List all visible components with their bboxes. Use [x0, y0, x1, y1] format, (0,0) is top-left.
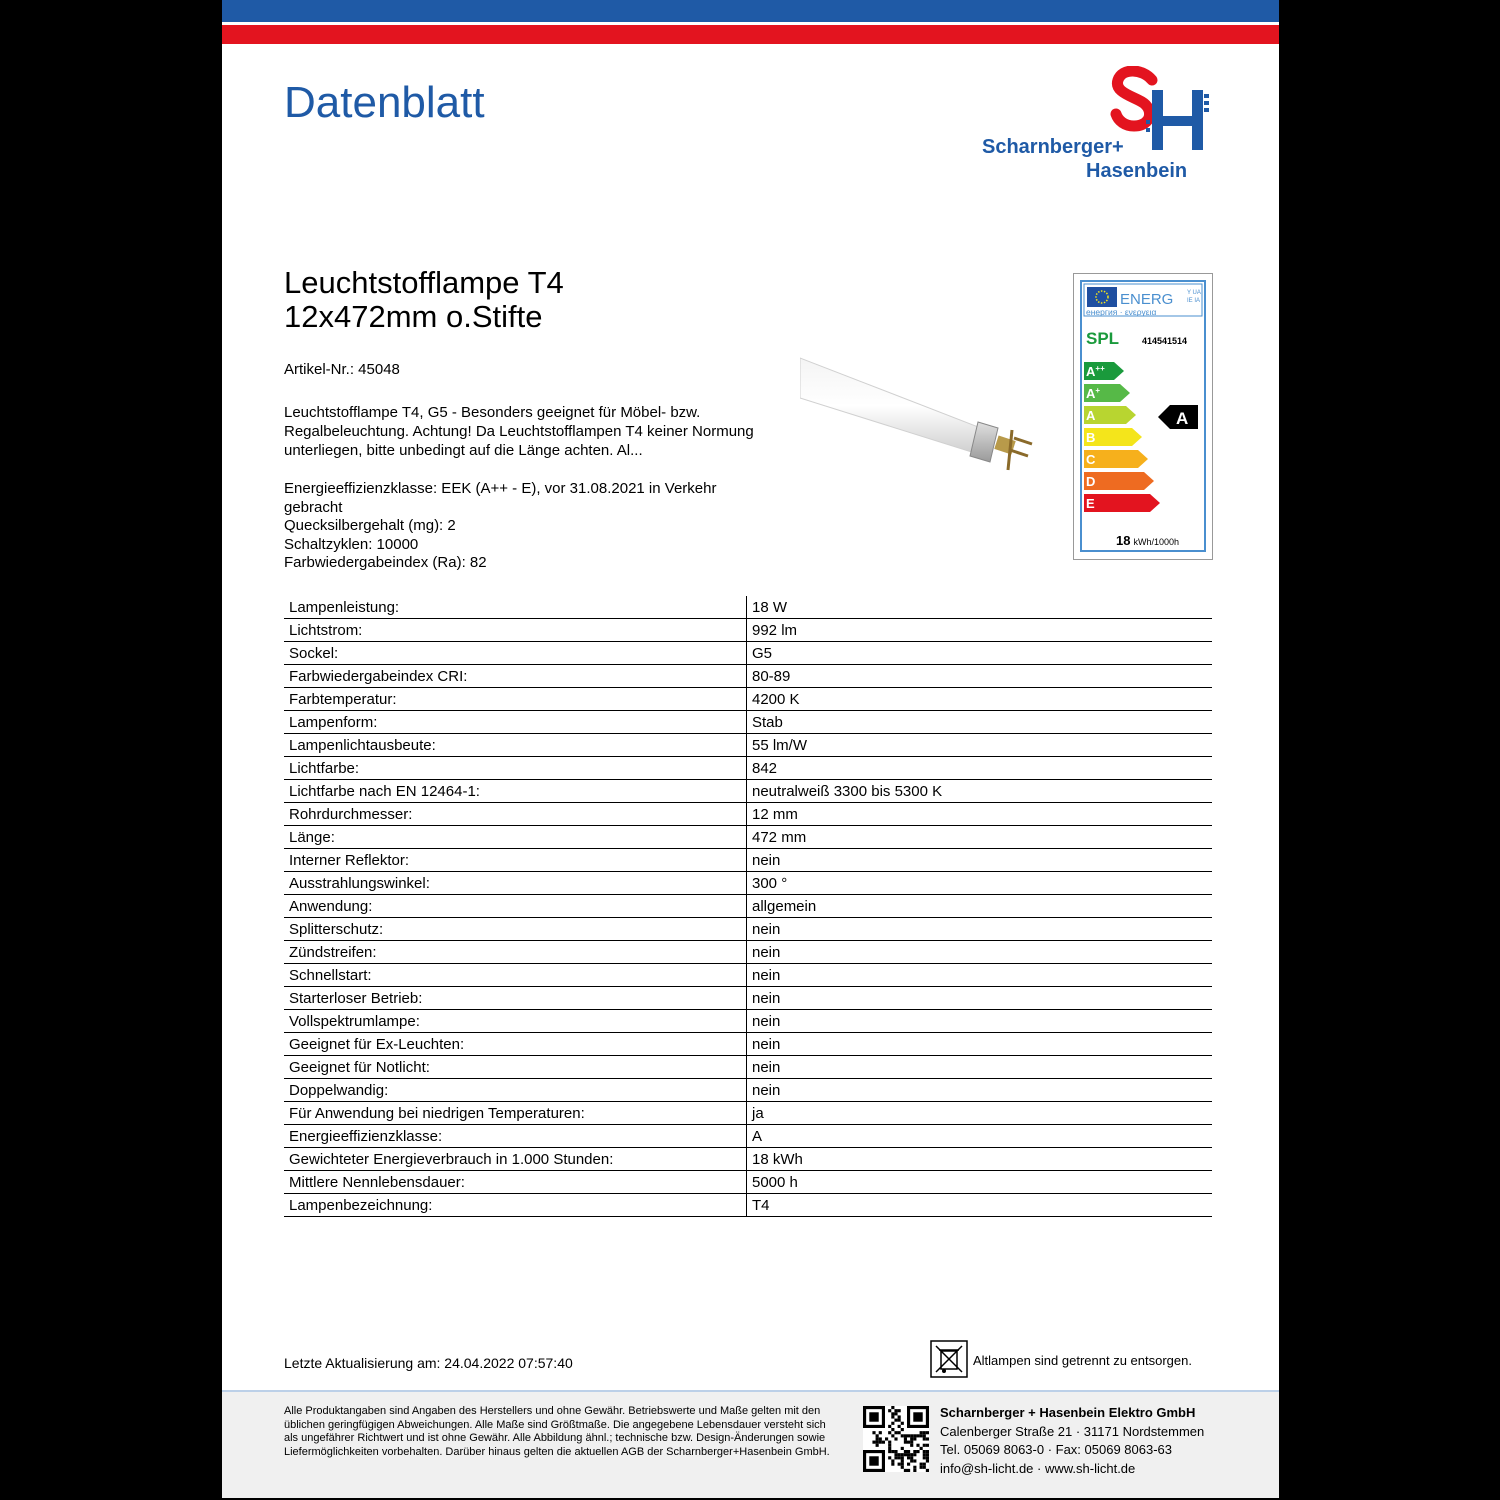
spec-key: Geeignet für Ex-Leuchten: — [284, 1033, 747, 1056]
spec-value: 12 mm — [747, 803, 1213, 826]
spec-value: nein — [747, 987, 1213, 1010]
spec-value: 300 ° — [747, 872, 1213, 895]
last-update: Letzte Aktualisierung am: 24.04.2022 07:57:40 — [284, 1355, 573, 1371]
spec-value: 5000 h — [747, 1171, 1213, 1194]
spec-key: Lampenlichtausbeute: — [284, 734, 747, 757]
energy-label — [1073, 273, 1213, 560]
page-footer — [222, 1390, 1279, 1498]
spec-key: Lampenform: — [284, 711, 747, 734]
spec-key: Farbwiedergabeindex CRI: — [284, 665, 747, 688]
logo-line-1: Scharnberger+ — [982, 136, 1124, 158]
spec-table — [284, 596, 1212, 1217]
spec-key: Doppelwandig: — [284, 1079, 747, 1102]
table-row — [284, 941, 1212, 964]
spec-key: Lampenleistung: — [284, 596, 747, 619]
energy-rating-text: A — [1176, 409, 1189, 428]
product-description: Leuchtstofflampe T4, G5 - Besonders geeignet für Möbel- bzw. Regalbeleuchtung. Achtung! Da Leuchtstofflampen T4 keiner Normung unterliegen, bitte unbedingt auf die Länge achten. Al... — [284, 404, 754, 459]
spec-key: Mittlere Nennlebensdauer: — [284, 1171, 747, 1194]
table-row — [284, 642, 1212, 665]
spec-key: Gewichteter Energieverbrauch in 1.000 Stunden: — [284, 1148, 747, 1171]
spec-key: Starterloser Betrieb: — [284, 987, 747, 1010]
energy-class-arrows — [1084, 362, 1160, 512]
energy-header-small-2: IE IA — [1187, 298, 1201, 304]
spec-value: 18 kWh — [747, 1148, 1213, 1171]
table-row — [284, 780, 1212, 803]
spec-key: Anwendung: — [284, 895, 747, 918]
energy-class-label: D — [1086, 474, 1096, 489]
spec-key: Energieeffizienzklasse: — [284, 1125, 747, 1148]
spec-key: Sockel: — [284, 642, 747, 665]
spec-value: nein — [747, 1010, 1213, 1033]
spec-value: neutralweiß 3300 bis 5300 K — [747, 780, 1213, 803]
product-title-line-1: Leuchtstofflampe T4 — [284, 265, 564, 300]
spec-key: Länge: — [284, 826, 747, 849]
top-blue-bar — [222, 0, 1279, 22]
table-row — [284, 1102, 1212, 1125]
table-row — [284, 849, 1212, 872]
table-row — [284, 1056, 1212, 1079]
spec-value: 842 — [747, 757, 1213, 780]
footer-web[interactable]: info@sh-licht.de · www.sh-licht.de — [940, 1460, 1136, 1476]
product-specs — [284, 480, 764, 573]
energy-subheader-text: енергия · ενεργεια — [1086, 307, 1157, 317]
top-red-bar — [222, 25, 1279, 44]
spec-key: Farbtemperatur: — [284, 688, 747, 711]
spec-value: 4200 K — [747, 688, 1213, 711]
table-row — [284, 987, 1212, 1010]
spec-value: 992 lm — [747, 619, 1213, 642]
spec-line: Farbwiedergabeindex (Ra): 82 — [284, 554, 487, 571]
footer-company: Scharnberger + Hasenbein Elektro GmbH — [940, 1405, 1196, 1420]
energy-model-text: 414541514 — [1142, 336, 1188, 346]
table-row — [284, 596, 1212, 619]
table-row — [284, 1010, 1212, 1033]
qr-code-icon — [863, 1406, 929, 1472]
table-row — [284, 757, 1212, 780]
spec-line: Schaltzyklen: 10000 — [284, 535, 419, 553]
spec-line: Energieeffizienzklasse: EEK (A++ - E), vor 31.08.2021 in Verkehr gebracht — [284, 480, 717, 516]
spec-value: nein — [747, 1033, 1213, 1056]
energy-brand-text: SPL — [1086, 329, 1120, 348]
footer-phone: Tel. 05069 8063-0 · Fax: 05069 8063-63 — [940, 1442, 1173, 1457]
spec-value: nein — [747, 1056, 1213, 1079]
table-row — [284, 688, 1212, 711]
spec-key: Lampenbezeichnung: — [284, 1194, 747, 1217]
table-row — [284, 665, 1212, 688]
table-row — [284, 1148, 1212, 1171]
energy-class-arrow — [1084, 494, 1160, 512]
spec-key: Vollspektrumlampe: — [284, 1010, 747, 1033]
spec-value: Stab — [747, 711, 1213, 734]
spec-key: Interner Reflektor: — [284, 849, 747, 872]
spec-key: Ausstrahlungswinkel: — [284, 872, 747, 895]
table-row — [284, 1079, 1212, 1102]
energy-header-small-1: Y UA — [1187, 290, 1201, 296]
spec-value: 55 lm/W — [747, 734, 1213, 757]
spec-key: Rohrdurchmesser: — [284, 803, 747, 826]
spec-value: 80-89 — [747, 665, 1213, 688]
energy-class-label: A — [1086, 408, 1096, 423]
eu-flag-icon — [1087, 287, 1117, 307]
energy-class-label: A++ — [1086, 364, 1105, 379]
logo-line-2: Hasenbein — [1086, 160, 1188, 182]
spec-value: 472 mm — [747, 826, 1213, 849]
energy-class-label: E — [1086, 496, 1095, 511]
spec-key: Zündstreifen: — [284, 941, 747, 964]
product-title-line-2: 12x472mm o.Stifte — [284, 299, 543, 334]
spec-value: nein — [747, 918, 1213, 941]
product-title — [284, 266, 564, 334]
table-row — [284, 1033, 1212, 1056]
footer-disclaimer: Alle Produktangaben sind Angaben des Herstellers und ohne Gewähr. Betriebswerte und Maße gelten mit den üblichen geringfügigen Abweichungen. Alle Maße sind Größtmaße. Die angegebene Lebensdauer versteht sich als ungefährer Richtwert und ist ohne Gewähr. Alle Abbildung ähnl.; technische bzw. Design-Änderungen sowie Liefermöglichkeiten vorbehalten. Darüber hinaus gelten die aktuellen AGB der Scharnberger+Hasenbein GmbH. — [284, 1405, 830, 1458]
table-row — [284, 872, 1212, 895]
disposal-note: Altlampen sind getrennt zu entsorgen. — [973, 1353, 1192, 1368]
energy-class-label: B — [1086, 430, 1096, 445]
spec-value: nein — [747, 849, 1213, 872]
footer-contact — [940, 1404, 1204, 1478]
table-row — [284, 711, 1212, 734]
spec-value: nein — [747, 941, 1213, 964]
table-row — [284, 803, 1212, 826]
spec-key: Lichtstrom: — [284, 619, 747, 642]
spec-key: Für Anwendung bei niedrigen Temperaturen: — [284, 1102, 747, 1125]
datasheet-page — [222, 0, 1279, 1498]
spec-value: 18 W — [747, 596, 1213, 619]
spec-key: Geeignet für Notlicht: — [284, 1056, 747, 1079]
spec-value: A — [747, 1125, 1213, 1148]
spec-key: Splitterschutz: — [284, 918, 747, 941]
spec-key: Lichtfarbe: — [284, 757, 747, 780]
spec-value: nein — [747, 964, 1213, 987]
table-row — [284, 1194, 1212, 1217]
table-row — [284, 619, 1212, 642]
spec-line: Quecksilbergehalt (mg): 2 — [284, 517, 456, 534]
table-row — [284, 918, 1212, 941]
table-row — [284, 964, 1212, 987]
company-logo — [982, 66, 1212, 184]
energy-label-graphic — [1074, 274, 1212, 559]
spec-value: nein — [747, 1079, 1213, 1102]
spec-key: Schnellstart: — [284, 964, 747, 987]
spec-value: allgemein — [747, 895, 1213, 918]
energy-consumption-text: 18 kWh/1000h — [1116, 533, 1179, 548]
footer-address: Calenberger Straße 21 · 31171 Nordstemmen — [940, 1423, 1205, 1439]
page-title: Datenblatt — [284, 78, 485, 127]
energy-class-label: A+ — [1086, 386, 1101, 401]
fluorescent-tube-image — [800, 350, 1040, 480]
table-row — [284, 1125, 1212, 1148]
article-number: Artikel-Nr.: 45048 — [284, 361, 400, 378]
spec-value: T4 — [747, 1194, 1213, 1217]
energy-header-text: ENERG — [1120, 291, 1174, 308]
table-row — [284, 895, 1212, 918]
spec-value: ja — [747, 1102, 1213, 1125]
spec-key: Lichtfarbe nach EN 12464-1: — [284, 780, 747, 803]
table-row — [284, 734, 1212, 757]
energy-class-label: C — [1086, 452, 1096, 467]
weee-bin-icon — [930, 1340, 968, 1378]
spec-value: G5 — [747, 642, 1213, 665]
table-row — [284, 826, 1212, 849]
table-row — [284, 1171, 1212, 1194]
